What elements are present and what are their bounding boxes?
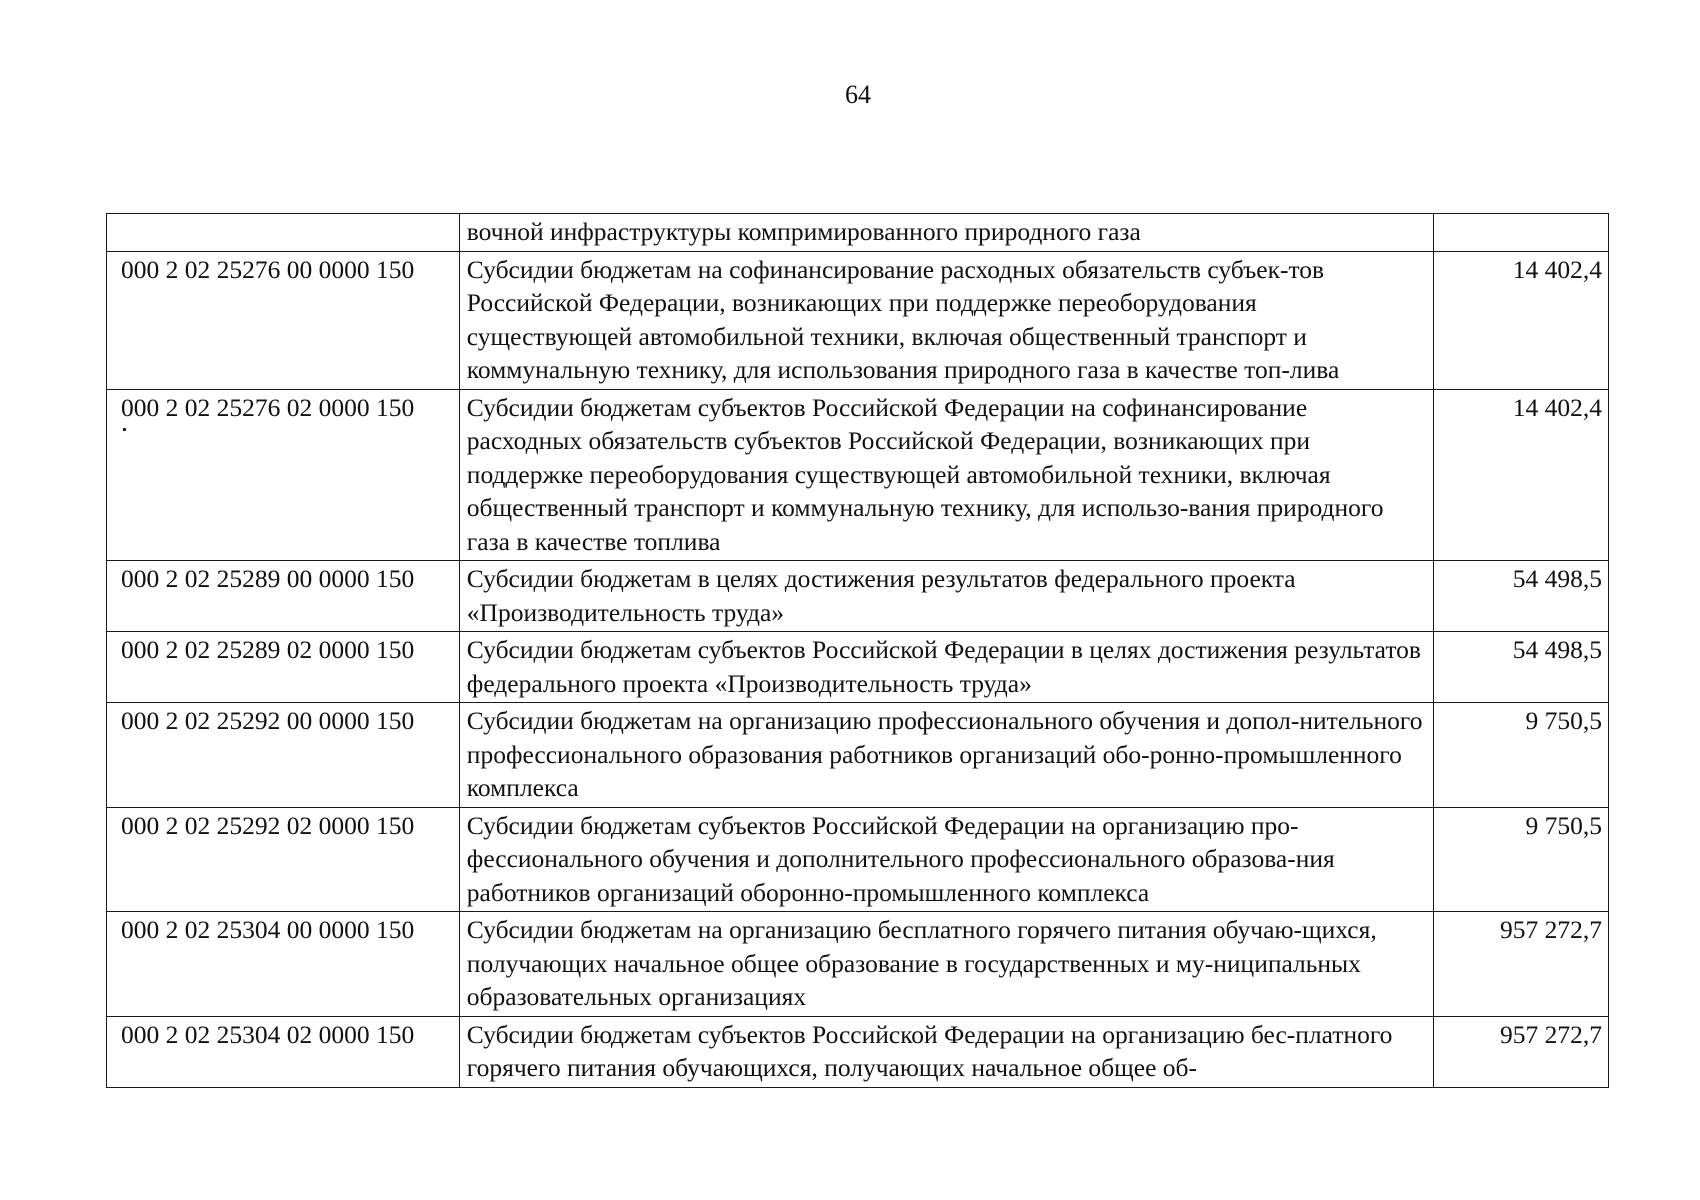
table-row [107, 1016, 1609, 1087]
amount-cell: 957 272,7 [1433, 1016, 1608, 1087]
amount-cell: 9 750,5 [1433, 807, 1608, 912]
budget-classification-table [106, 213, 1609, 1088]
budget-code-cell: 000 2 02 25289 00 0000 150 [107, 561, 460, 632]
budget-code-text: 000 2 02 25276 02 0000 150 [121, 392, 415, 422]
description-cell: Субсидии бюджетам субъектов Российской Федерации на организацию про-фессионального обучения и дополнительного профессионального образова-ния работников организаций оборонно-промышленного комплекса [459, 807, 1433, 912]
scan-dot-mark [123, 428, 126, 431]
amount-cell: 9 750,5 [1433, 703, 1608, 808]
table-row [107, 214, 1609, 252]
budget-code-cell [107, 214, 460, 252]
description-cell: Субсидии бюджетам на организацию бесплатного горячего питания обучаю-щихся, получающих начальное общее образование в государственных и му-ниципальных образовательных организациях [459, 912, 1433, 1017]
table-row [107, 912, 1609, 1017]
table-row [107, 561, 1609, 632]
description-cell: Субсидии бюджетам субъектов Российской Федерации в целях достижения результатов федерального проекта «Производительность труда» [459, 632, 1433, 703]
budget-code-cell: 000 2 02 25289 02 0000 150 [107, 632, 460, 703]
amount-cell [1433, 214, 1608, 252]
description-cell: Субсидии бюджетам в целях достижения результатов федерального проекта «Производительность труда» [459, 561, 1433, 632]
description-cell: вочной инфраструктуры компримированного природного газа [459, 214, 1433, 252]
description-cell: Субсидии бюджетам субъектов Российской Федерации на софинансирование расходных обязательств субъектов Российской Федерации, возникающих при поддержке переоборудования существующей автомобильной техники, включая общественный транспорт и коммунальную технику, для использо-вания природного газа в качестве топлива [459, 389, 1433, 561]
budget-code-cell: 000 2 02 25304 02 0000 150 [107, 1016, 460, 1087]
budget-code-cell: 000 2 02 25304 00 0000 150 [107, 912, 460, 1017]
table-row [107, 703, 1609, 808]
budget-code-cell: 000 2 02 25276 00 0000 150 [107, 251, 460, 389]
amount-cell: 54 498,5 [1433, 561, 1608, 632]
amount-cell: 14 402,4 [1433, 389, 1608, 561]
description-cell: Субсидии бюджетам субъектов Российской Федерации на организацию бес-платного горячего питания обучающихся, получающих начальное общее об- [459, 1016, 1433, 1087]
description-cell: Субсидии бюджетам на организацию профессионального обучения и допол-нительного профессионального образования работников организаций обо-ронно-промышленного комплекса [459, 703, 1433, 808]
page-number: 64 [845, 80, 871, 109]
table-row [107, 632, 1609, 703]
table-row [107, 807, 1609, 912]
description-cell: Субсидии бюджетам на софинансирование расходных обязательств субъек-тов Российской Федерации, возникающих при поддержке переоборудования существующей автомобильной техники, включая общественный транспорт и коммунальную технику, для использования природного газа в качестве топ-лива [459, 251, 1433, 389]
table-row [107, 389, 1609, 561]
table-row [107, 251, 1609, 389]
amount-cell: 957 272,7 [1433, 912, 1608, 1017]
amount-cell: 54 498,5 [1433, 632, 1608, 703]
amount-cell: 14 402,4 [1433, 251, 1608, 389]
budget-code-cell: 000 2 02 25292 00 0000 150 [107, 703, 460, 808]
budget-code-cell [107, 389, 460, 561]
budget-code-cell: 000 2 02 25292 02 0000 150 [107, 807, 460, 912]
